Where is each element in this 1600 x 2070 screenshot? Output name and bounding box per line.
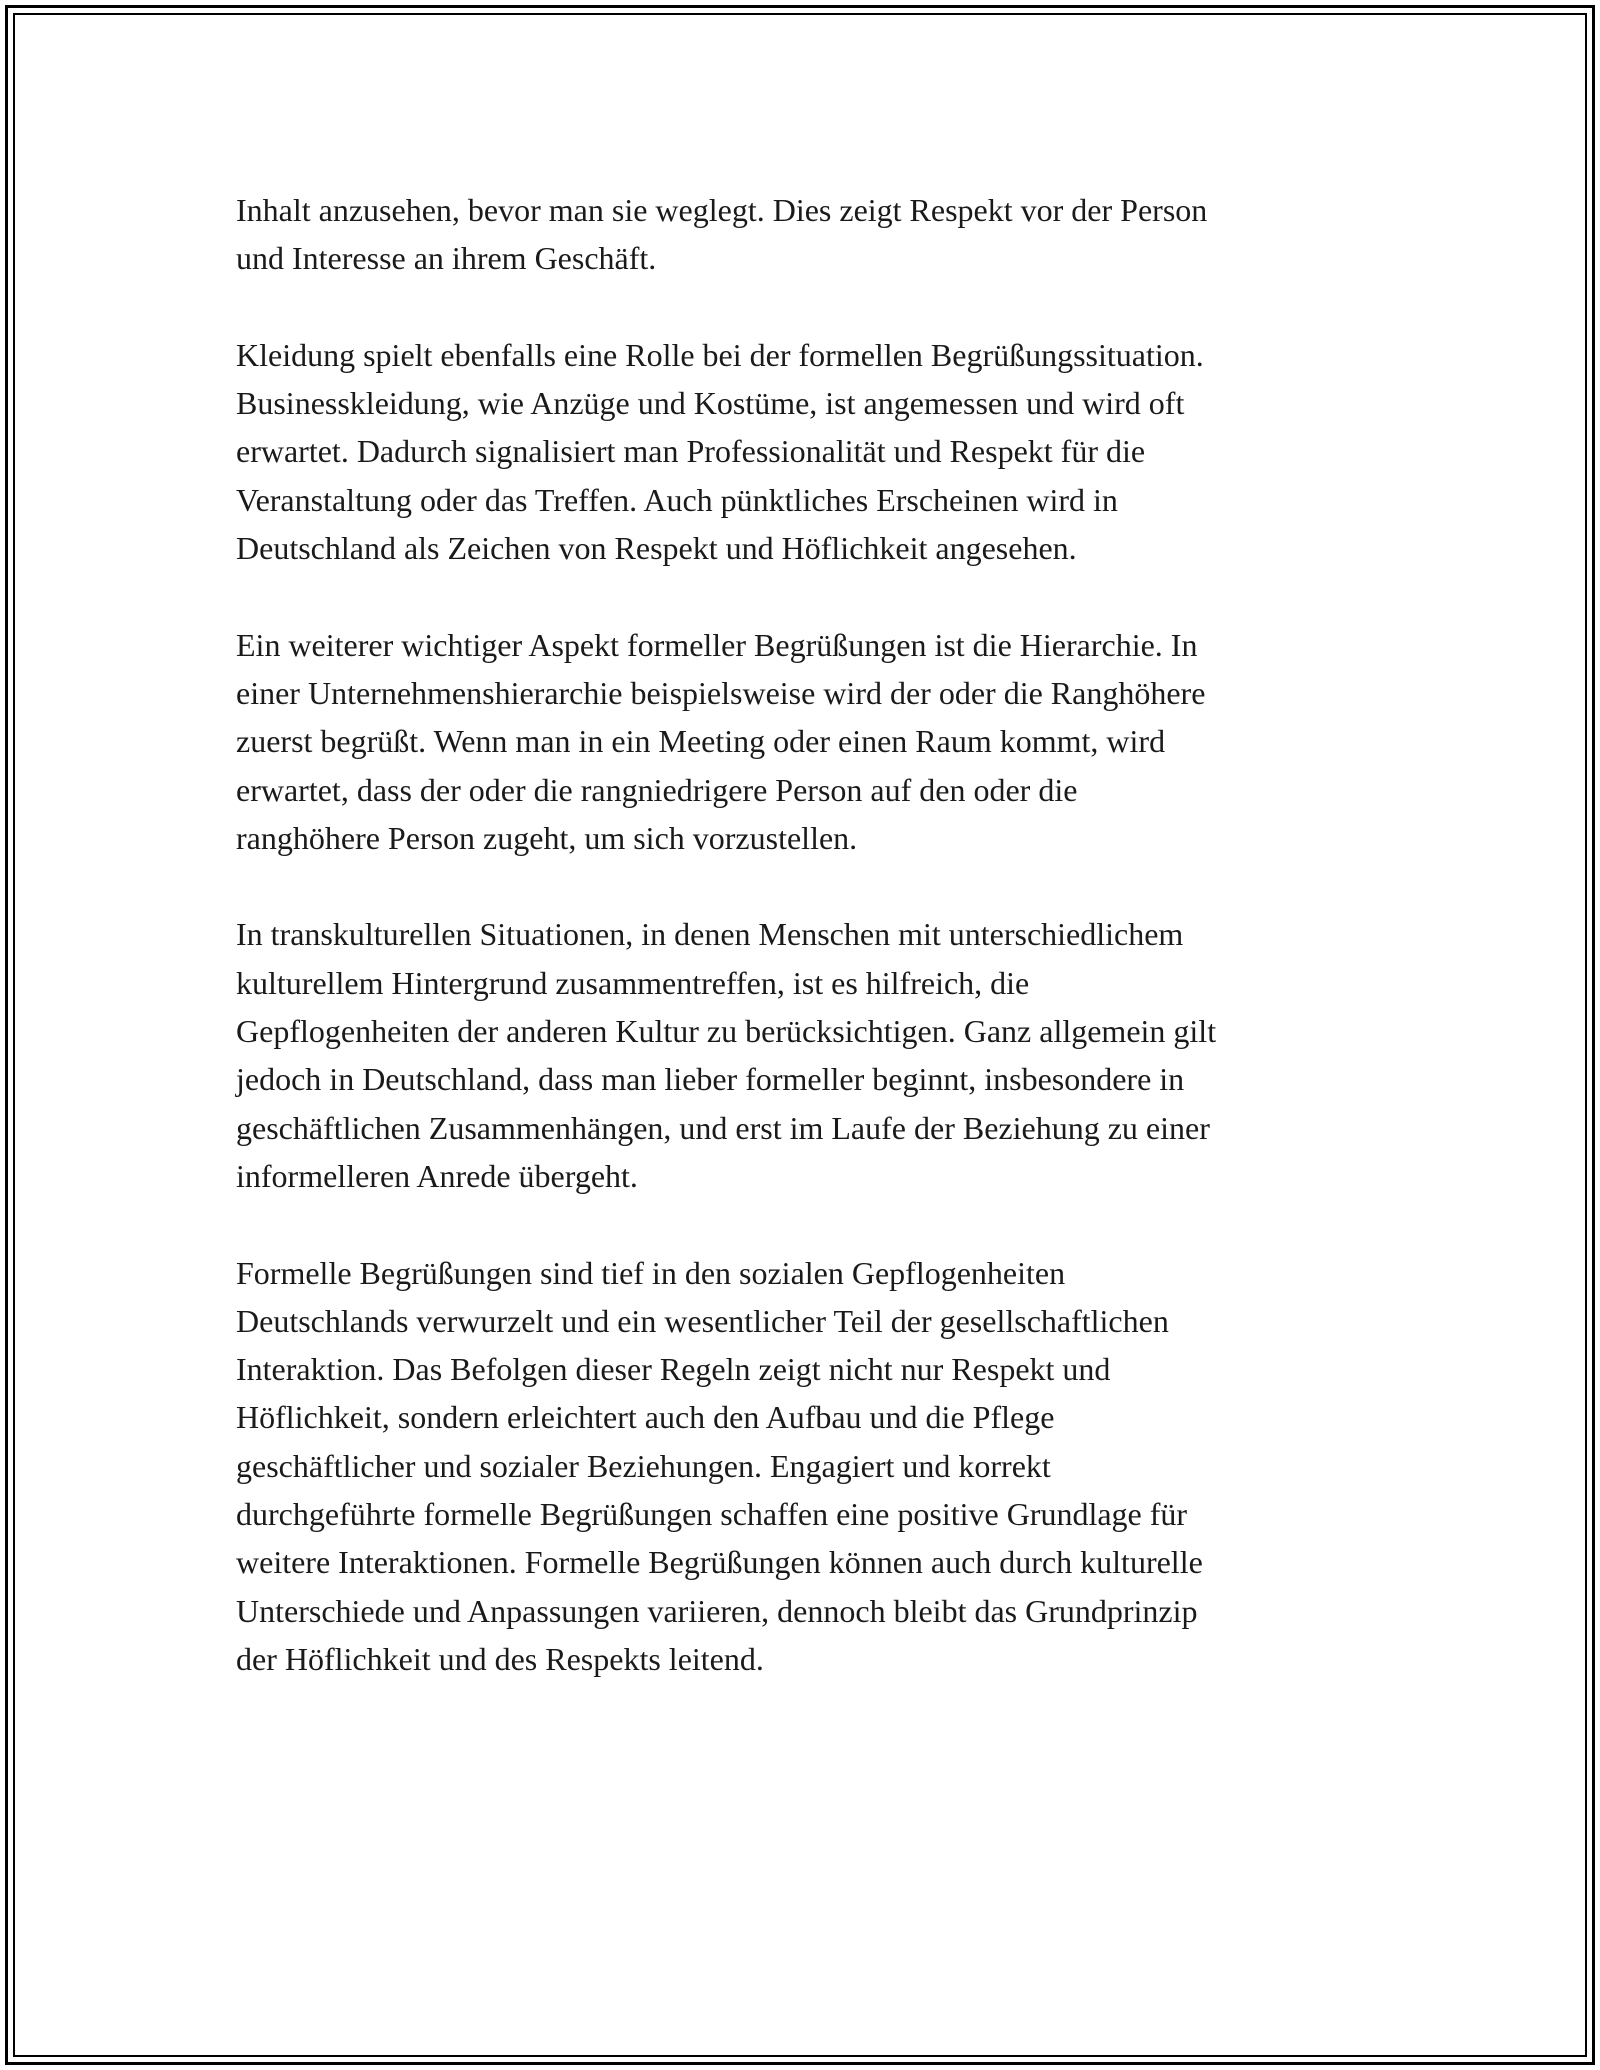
- paragraph-3: [236, 621, 1376, 862]
- text-line: Veranstaltung oder das Treffen. Auch pünktliches Erscheinen wird in: [236, 481, 1118, 518]
- document-body: [236, 186, 1376, 1683]
- text-line: Kleidung spielt ebenfalls eine Rolle bei der formellen Begrüßungssituation.: [236, 336, 1204, 373]
- text-line: und Interesse an ihrem Geschäft.: [236, 240, 657, 277]
- text-line: Unterschiede und Anpassungen variieren, dennoch bleibt das Grundprinzip: [236, 1592, 1198, 1629]
- text-line: Formelle Begrüßungen sind tief in den sozialen Gepflogenheiten: [236, 1254, 1066, 1291]
- text-line: einer Unternehmenshierarchie beispielsweise wird der oder die Ranghöhere: [236, 674, 1206, 711]
- text-line: kulturellem Hintergrund zusammentreffen, ist es hilfreich, die: [236, 964, 1030, 1001]
- paragraph-2: [236, 331, 1376, 572]
- text-line: Inhalt anzusehen, bevor man sie weglegt. Dies zeigt Respekt vor der Person: [236, 192, 1208, 228]
- paragraph-1: [236, 186, 1376, 283]
- text-line: Gepflogenheiten der anderen Kultur zu berücksichtigen. Ganz allgemein gilt: [236, 1013, 1217, 1050]
- text-line: erwartet. Dadurch signalisiert man Professionalität und Respekt für die: [236, 433, 1146, 470]
- text-line: informelleren Anrede übergeht.: [236, 1157, 638, 1194]
- text-line: Ein weiterer wichtiger Aspekt formeller Begrüßungen ist die Hierarchie. In: [236, 626, 1198, 663]
- text-line: geschäftlicher und sozialer Beziehungen. Engagiert und korrekt: [236, 1447, 1051, 1484]
- text-line: weitere Interaktionen. Formelle Begrüßungen können auch durch kulturelle: [236, 1544, 1203, 1581]
- text-line: Höflichkeit, sondern erleichtert auch den Aufbau und die Pflege: [236, 1399, 1055, 1436]
- text-line: ranghöhere Person zugeht, um sich vorzustellen.: [236, 819, 858, 856]
- text-line: geschäftlichen Zusammenhängen, und erst im Laufe der Beziehung zu einer: [236, 1109, 1210, 1146]
- text-line: In transkulturellen Situationen, in denen Menschen mit unterschiedlichem: [236, 916, 1184, 953]
- text-line: erwartet, dass der oder die rangniedrigere Person auf den oder die: [236, 771, 1078, 808]
- paragraph-4: [236, 910, 1376, 1200]
- text-line: jedoch in Deutschland, dass man lieber formeller beginnt, insbesondere in: [236, 1061, 1185, 1098]
- text-line: Deutschlands verwurzelt und ein wesentlicher Teil der gesellschaftlichen: [236, 1302, 1169, 1339]
- text-line: Deutschland als Zeichen von Respekt und Höflichkeit angesehen.: [236, 530, 1077, 567]
- paragraph-5: [236, 1249, 1376, 1684]
- text-line: zuerst begrüßt. Wenn man in ein Meeting oder einen Raum kommt, wird: [236, 723, 1166, 760]
- text-line: durchgeführte formelle Begrüßungen schaffen eine positive Grundlage für: [236, 1496, 1188, 1533]
- text-line: der Höflichkeit und des Respekts leitend.: [236, 1640, 764, 1677]
- text-line: Interaktion. Das Befolgen dieser Regeln zeigt nicht nur Respekt und: [236, 1351, 1111, 1388]
- text-line: Businesskleidung, wie Anzüge und Kostüme, ist angemessen und wird oft: [236, 385, 1185, 422]
